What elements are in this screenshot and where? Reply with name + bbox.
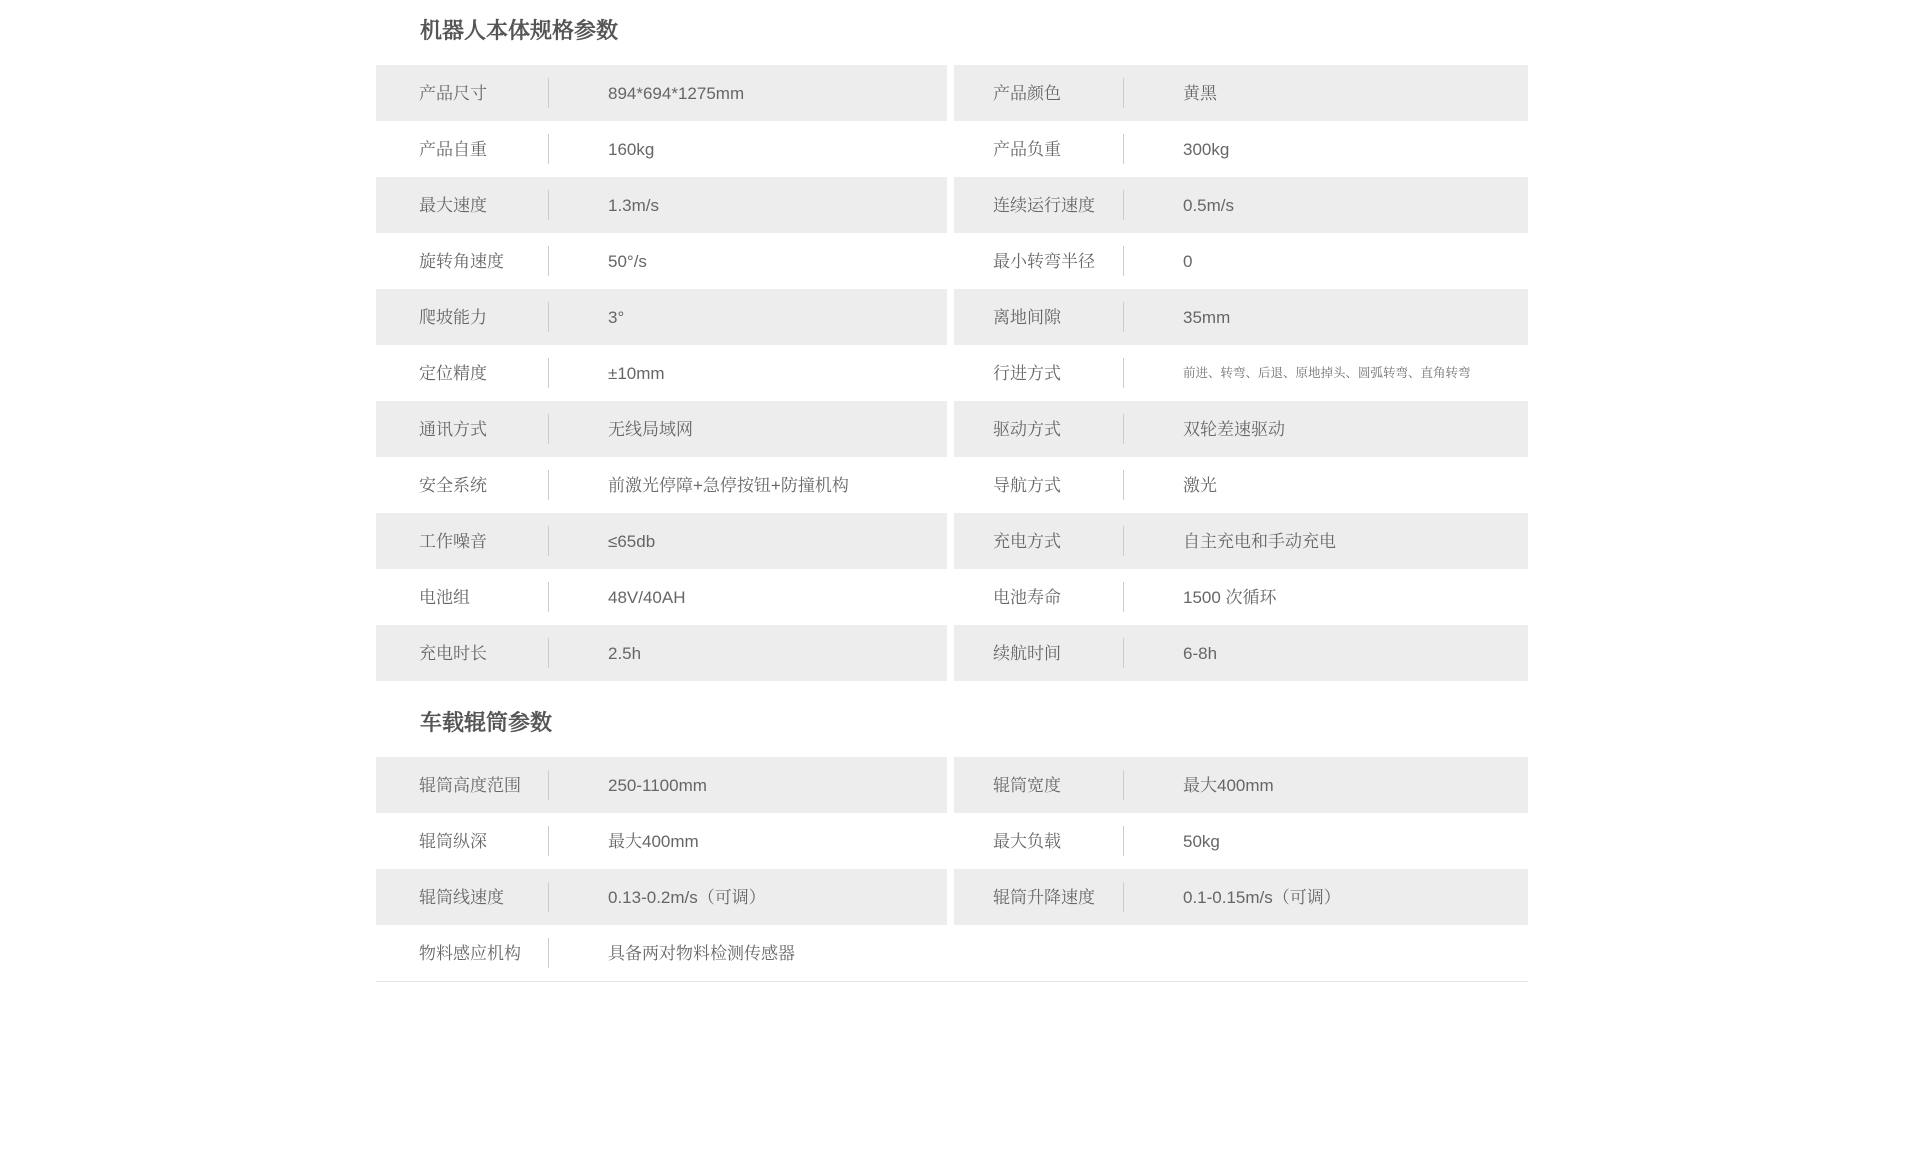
spec-value: 具备两对物料检测传感器 <box>608 943 795 963</box>
spec-row <box>376 289 1528 345</box>
spec-cell-right <box>954 869 1528 925</box>
spec-row <box>376 757 1528 813</box>
spec-value: 2.5h <box>608 643 642 663</box>
spec-cell-left <box>376 65 947 121</box>
spec-cell-left <box>376 813 947 869</box>
spec-row <box>376 813 1528 869</box>
spec-value: 最大400mm <box>1183 775 1274 795</box>
spec-value: 0.13-0.2m/s（可调） <box>608 887 766 907</box>
spec-value: 自主充电和手动充电 <box>1183 531 1336 551</box>
spec-cell-left <box>376 925 947 981</box>
spec-label: 充电时长 <box>419 643 487 663</box>
spec-row <box>376 177 1528 233</box>
spec-row <box>376 625 1528 681</box>
spec-row <box>376 121 1528 177</box>
spec-cell-right <box>954 569 1528 625</box>
spec-cell-right <box>954 345 1528 401</box>
spec-value: 250-1100mm <box>608 775 707 795</box>
spec-cell-left <box>376 569 947 625</box>
spec-row <box>376 513 1528 569</box>
spec-row <box>376 65 1528 121</box>
spec-row <box>376 233 1528 289</box>
spec-cell-left <box>376 289 947 345</box>
spec-label: 续航时间 <box>993 643 1061 663</box>
spec-cell-left <box>376 625 947 681</box>
spec-value: 160kg <box>608 139 655 159</box>
spec-value: 6-8h <box>1183 643 1218 663</box>
spec-label: 产品负重 <box>993 139 1061 159</box>
spec-label: 定位精度 <box>419 363 487 383</box>
spec-cell-right <box>954 813 1528 869</box>
spec-cell-left <box>376 345 947 401</box>
spec-label: 辊筒高度范围 <box>419 775 521 795</box>
spec-value: 50kg <box>1183 831 1220 851</box>
spec-value: 894*694*1275mm <box>608 83 745 103</box>
spec-value: 48V/40AH <box>608 587 686 607</box>
spec-cell-left <box>376 457 947 513</box>
section-title-roller: 车载辊筒参数 <box>420 710 553 735</box>
spec-row <box>376 569 1528 625</box>
spec-value: 前进、转弯、后退、原地掉头、圆弧转弯、直角转弯 <box>1183 365 1471 380</box>
spec-value: 3° <box>608 307 625 327</box>
spec-row <box>376 401 1528 457</box>
spec-cell-left <box>376 757 947 813</box>
spec-row <box>376 345 1528 401</box>
spec-value: 0 <box>1183 251 1193 271</box>
spec-label: 充电方式 <box>993 531 1061 551</box>
spec-value: 50°/s <box>608 251 647 271</box>
spec-value: 35mm <box>1183 307 1231 327</box>
spec-table-robot-body <box>376 65 1528 681</box>
spec-label: 驱动方式 <box>993 419 1061 439</box>
spec-label: 通讯方式 <box>419 419 487 439</box>
spec-cell-right <box>954 233 1528 289</box>
spec-label: 辊筒升降速度 <box>993 887 1095 907</box>
spec-label: 辊筒线速度 <box>419 887 504 907</box>
spec-label: 辊筒宽度 <box>993 775 1061 795</box>
spec-label: 产品尺寸 <box>419 83 487 103</box>
spec-value: 0.1-0.15m/s（可调） <box>1183 887 1341 907</box>
spec-value: 前激光停障+急停按钮+防撞机构 <box>608 475 849 495</box>
spec-value: 1.3m/s <box>608 195 660 215</box>
spec-label: 最大速度 <box>419 195 487 215</box>
spec-label: 辊筒纵深 <box>419 831 487 851</box>
spec-value: 0.5m/s <box>1183 195 1235 215</box>
spec-value: 双轮差速驱动 <box>1183 419 1285 439</box>
spec-value: 1500 次循环 <box>1183 587 1277 607</box>
spec-cell-right <box>954 513 1528 569</box>
spec-label: 行进方式 <box>993 363 1061 383</box>
spec-cell-right <box>954 401 1528 457</box>
spec-label: 爬坡能力 <box>419 307 487 327</box>
spec-cell-right <box>954 757 1528 813</box>
spec-label: 工作噪音 <box>419 531 487 551</box>
spec-label: 物料感应机构 <box>419 943 521 963</box>
spec-value: 激光 <box>1183 475 1217 495</box>
spec-label: 旋转角速度 <box>419 251 504 271</box>
spec-label: 最大负载 <box>993 831 1061 851</box>
spec-cell-right <box>954 925 1528 981</box>
section-title-robot-body: 机器人本体规格参数 <box>420 18 619 43</box>
spec-table-roller <box>376 757 1528 982</box>
spec-label: 离地间隙 <box>993 307 1061 327</box>
spec-label: 连续运行速度 <box>993 195 1095 215</box>
spec-value: 300kg <box>1183 139 1230 159</box>
spec-label: 产品自重 <box>419 139 487 159</box>
spec-cell-right <box>954 457 1528 513</box>
spec-value: 无线局域网 <box>608 419 693 439</box>
spec-label: 导航方式 <box>993 475 1061 495</box>
spec-value: ±10mm <box>608 363 665 383</box>
spec-cell-right <box>954 121 1528 177</box>
spec-cell-right <box>954 65 1528 121</box>
spec-cell-left <box>376 233 947 289</box>
spec-row <box>376 869 1528 925</box>
spec-label: 最小转弯半径 <box>993 251 1095 271</box>
spec-label: 安全系统 <box>419 475 487 495</box>
spec-cell-left <box>376 869 947 925</box>
spec-cell-left <box>376 513 947 569</box>
spec-value: 最大400mm <box>608 831 699 851</box>
spec-cell-right <box>954 177 1528 233</box>
spec-label: 电池寿命 <box>993 587 1061 607</box>
spec-label: 产品颜色 <box>993 83 1061 103</box>
spec-cell-right <box>954 289 1528 345</box>
spec-cell-left <box>376 177 947 233</box>
spec-cell-right <box>954 625 1528 681</box>
spec-cell-left <box>376 401 947 457</box>
spec-label: 电池组 <box>419 587 470 607</box>
spec-value: ≤65db <box>608 531 656 551</box>
spec-cell-left <box>376 121 947 177</box>
spec-row <box>376 925 1528 981</box>
spec-row <box>376 457 1528 513</box>
spec-value: 黄黑 <box>1183 83 1217 103</box>
